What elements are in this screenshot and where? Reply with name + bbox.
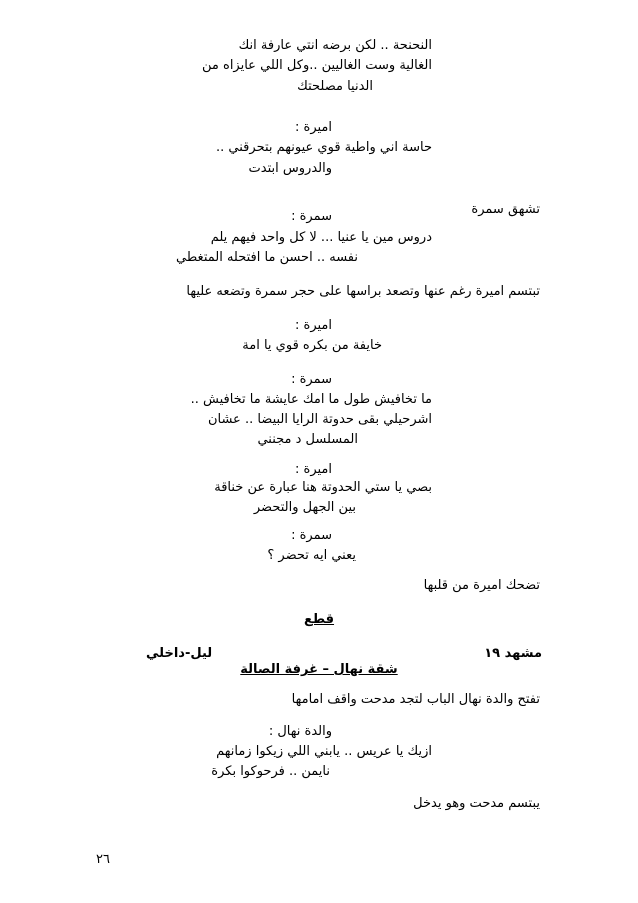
speaker-label: والدة نهال :	[268, 724, 332, 739]
speaker-label: سمرة :	[291, 372, 332, 387]
action-line: تفتح والدة نهال الباب لتجد مدحت واقف امامها	[291, 692, 540, 707]
scene-location: شقة نهال – غرفة الصالة	[240, 662, 398, 677]
dialogue-line: بين الجهل والتحضر	[253, 500, 356, 515]
cut-marker: قطع	[303, 612, 335, 627]
dialogue-line: يعني ايه تحضر ؟	[267, 548, 356, 563]
scene-number: مشهد ١٩	[484, 646, 542, 661]
dialogue-line: ما تخافيش طول ما امك عايشة ما تخافيش ..	[190, 392, 432, 407]
scene-time: ليل-داخلي	[146, 646, 213, 661]
dialogue-line: المسلسل د مجنني	[257, 432, 358, 447]
page-number: ٢٦	[96, 852, 110, 867]
action-line: تضحك اميرة من قلبها	[423, 578, 540, 593]
dialogue-line: الدنيا مصلحتك	[297, 79, 373, 94]
dialogue-line: ازيك يا عريس .. يابني اللي زيكوا زمانهم	[216, 744, 432, 759]
dialogue-line: الغالية وست الغاليين ..وكل اللي عايزاه من	[202, 58, 432, 73]
speaker-label: اميرة :	[295, 462, 332, 477]
dialogue-line: نفسه .. احسن ما افتحله المتغطي	[176, 250, 358, 265]
speaker-label: سمرة :	[291, 528, 332, 543]
speaker-label: اميرة :	[295, 318, 332, 333]
dialogue-line: دروس مين يا عنيا ... لا كل واحد فيهم يلم	[210, 230, 432, 245]
speaker-label: سمرة :	[291, 209, 332, 224]
dialogue-line: بصي يا ستي الحدوتة هنا عبارة عن خناقة	[214, 480, 432, 495]
action-line: تشهق سمرة	[471, 202, 540, 217]
dialogue-line: نايمن .. فرحوكوا بكرة	[211, 764, 330, 779]
action-line: تبتسم اميرة رغم عنها وتصعد براسها على حجر سمرة وتضعه عليها	[186, 284, 540, 299]
dialogue-line: والدروس ابتدت	[248, 161, 332, 176]
action-line: يبتسم مدحت وهو يدخل	[413, 796, 540, 811]
dialogue-line: حاسة اني واطية قوي عيونهم بتحرقني ..	[216, 140, 432, 155]
dialogue-line: النحنحة .. لكن برضه انتي عارفة انك	[238, 38, 432, 53]
dialogue-line: اشرحيلي بقى حدوتة الرايا البيضا .. عشان	[207, 412, 432, 427]
speaker-label: اميرة :	[295, 120, 332, 135]
dialogue-line: خايفة من بكره قوي يا امة	[242, 338, 382, 353]
